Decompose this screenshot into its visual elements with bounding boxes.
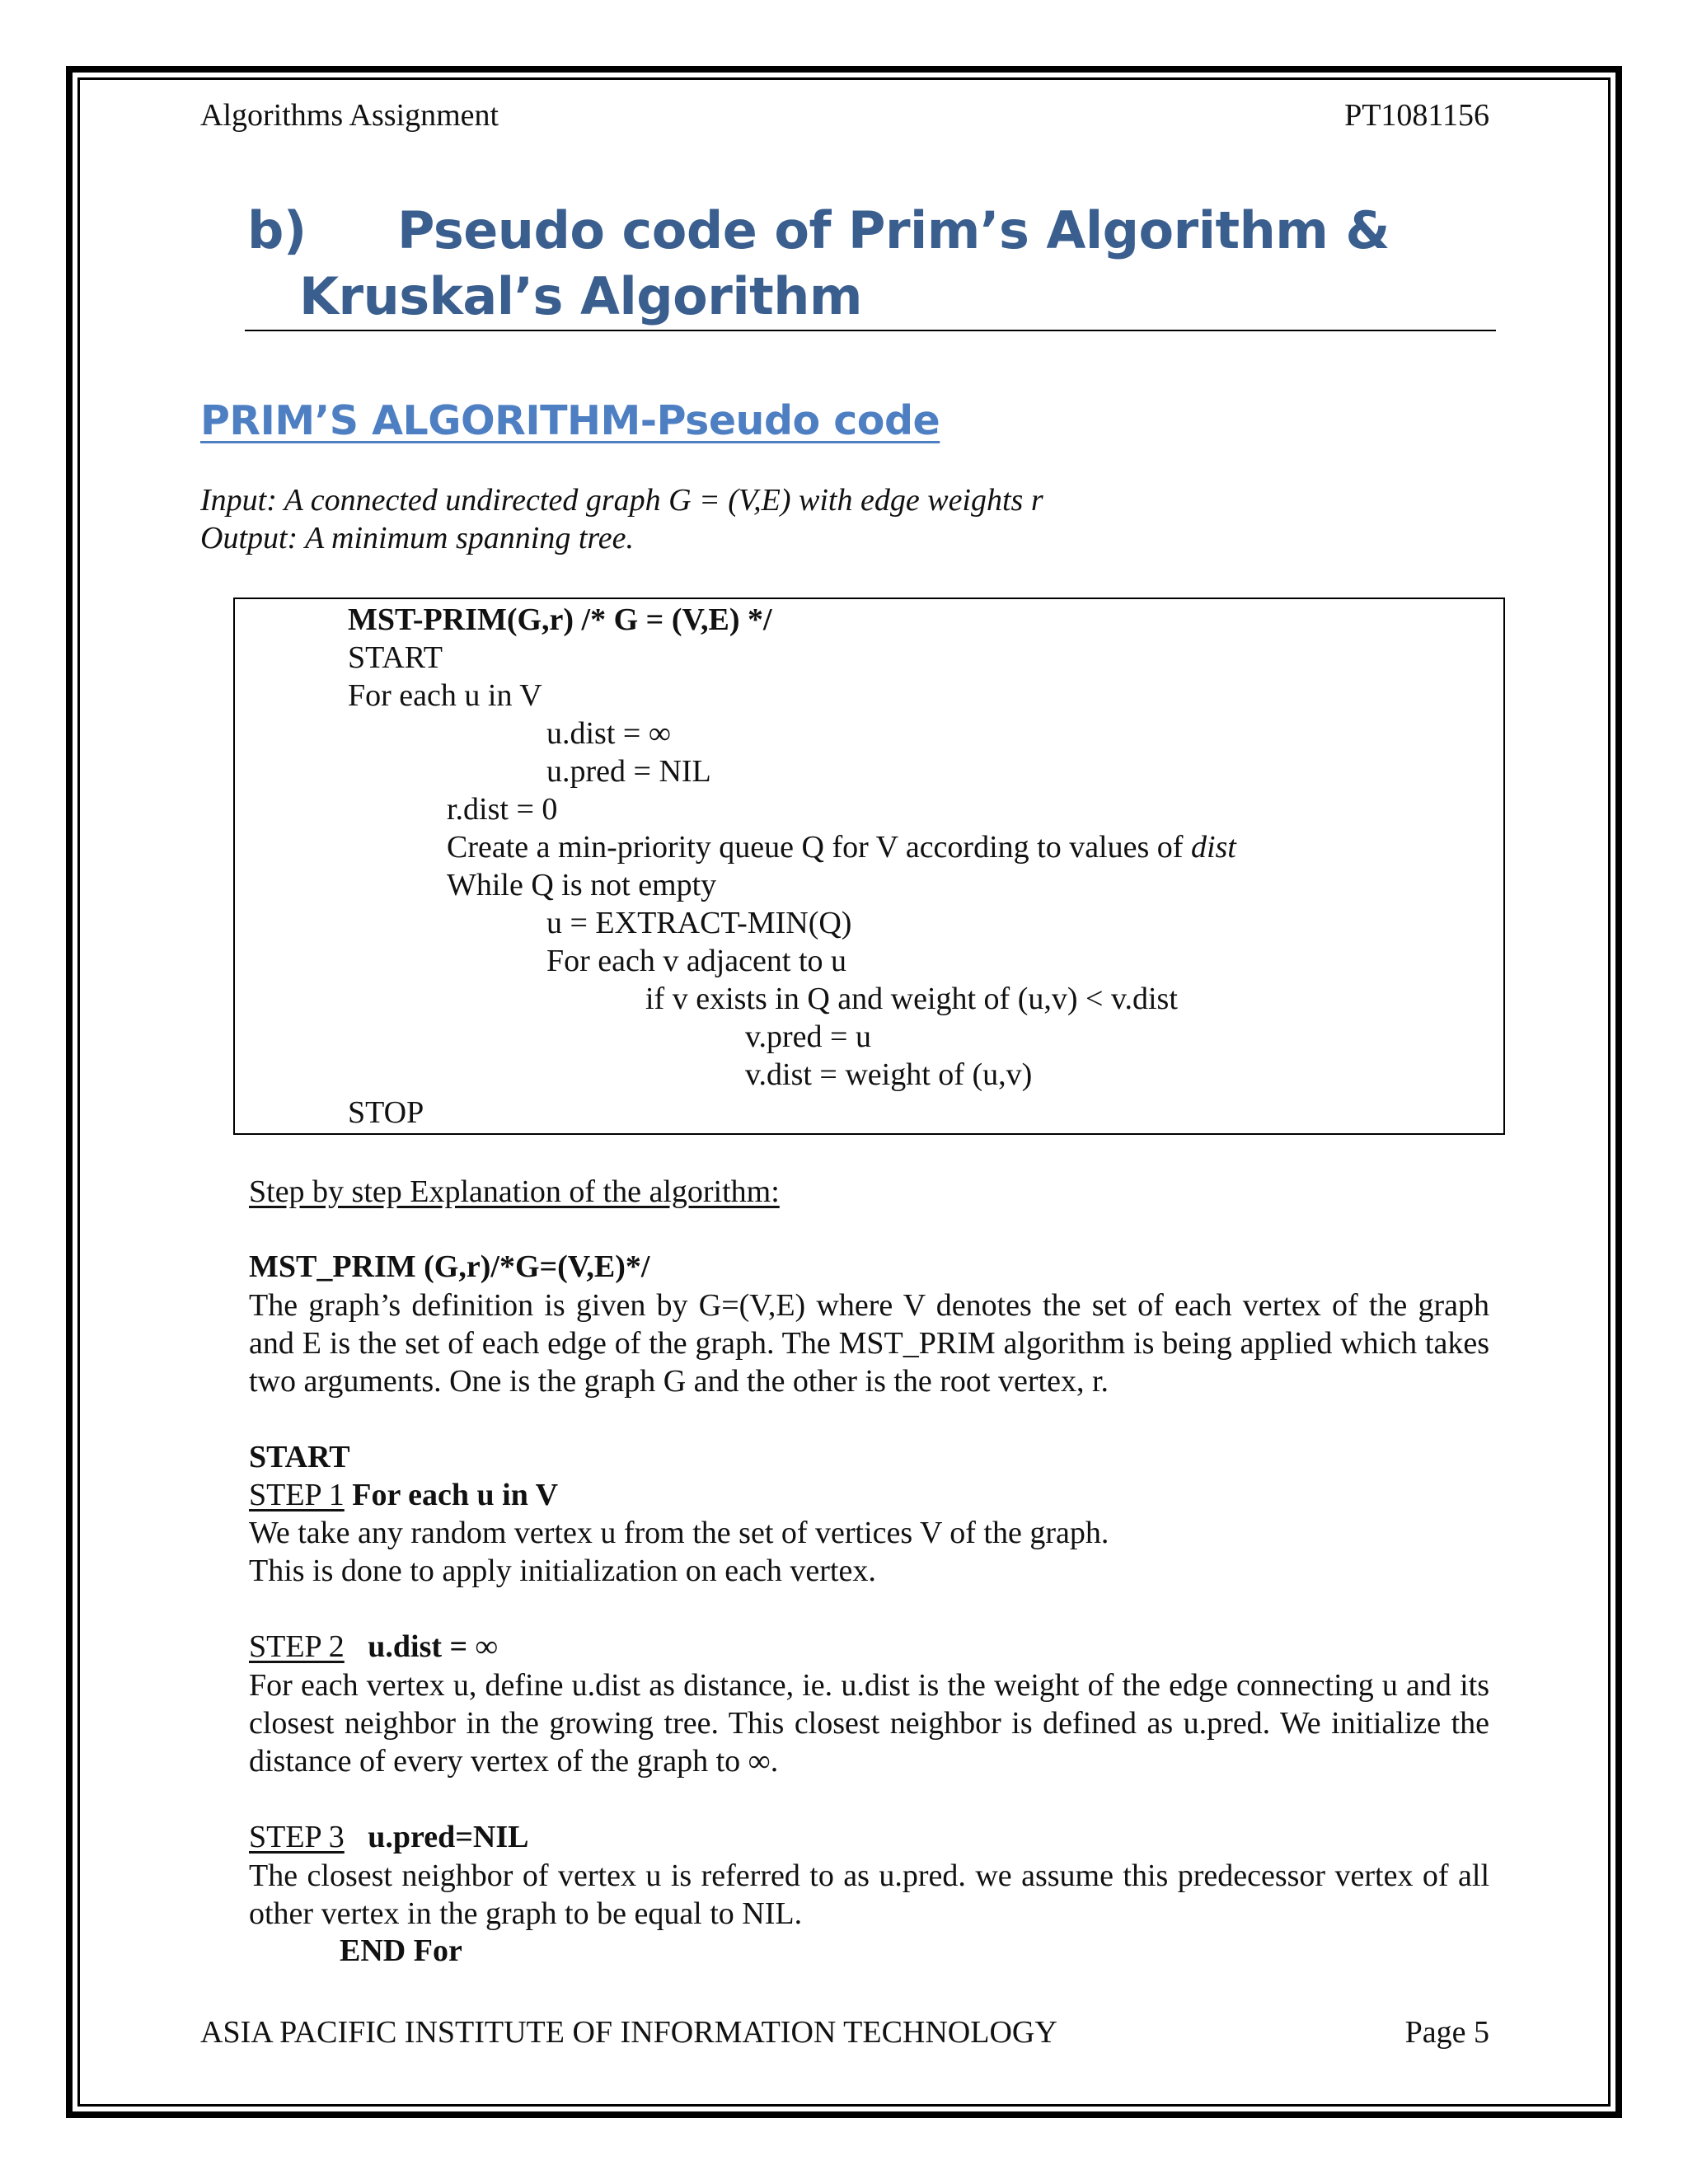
io-spec (200, 481, 1043, 557)
code-line-for-each-v: For each v adjacent to u (546, 944, 847, 978)
step2-label: STEP 2 (249, 1629, 345, 1664)
step2-heading (249, 1629, 498, 1665)
step1-heading (249, 1477, 558, 1513)
mst-heading: MST_PRIM (G,r)/*G=(V,E)*/ (249, 1249, 650, 1284)
code-line-create-queue-dist: dist (1190, 830, 1236, 865)
code-line-start: START (348, 640, 443, 675)
code-line-u-dist: u.dist = ∞ (546, 716, 671, 751)
step1-text-line1: We take any random vertex u from the set of vertices V of the graph. (249, 1516, 1109, 1550)
footer-institute: ASIA PACIFIC INSTITUTE OF INFORMATION TECHNOLOGY (200, 2015, 1057, 2050)
step2-code: u.dist = ∞ (368, 1629, 498, 1664)
section-title-line2: Kruskal’s Algorithm (299, 266, 862, 326)
mst-description: The graph’s definition is given by G=(V,E) where V denotes the set of each vertex of the graph and E is the set of each edge of the graph. The MST_PRIM algorithm is being applied which takes two arguments. One is the graph G and the other is the root vertex, r. (249, 1288, 1489, 1399)
step2-description: For each vertex u, define u.dist as distance, ie. u.dist is the weight of the edge connecting u and its closest neighbor in the growing tree. This closest neighbor is defined as u.pred. We initialize the distance of every vertex of the graph to ∞. (249, 1668, 1489, 1779)
end-for-label: END For (340, 1933, 462, 1968)
code-line-while: While Q is not empty (447, 868, 717, 902)
step1-label: STEP 1 (249, 1478, 345, 1512)
code-line-r-dist: r.dist = 0 (447, 792, 558, 827)
step3-description: The closest neighbor of vertex u is referred to as u.pred. we assume this predecessor vertex of all other vertex in the graph to be equal to NIL. (249, 1858, 1489, 1931)
step3-label: STEP 3 (249, 1820, 345, 1854)
header-student-id: PT1081156 (1344, 98, 1489, 133)
code-line-extract-min: u = EXTRACT-MIN(Q) (546, 906, 852, 940)
code-line-create-queue-text: Create a min-priority queue Q for V according to values of (447, 830, 1191, 865)
code-line-v-dist: v.dist = weight of (u,v) (745, 1057, 1033, 1092)
code-line-if: if v exists in Q and weight of (u,v) < v.dist (645, 982, 1178, 1016)
input-spec: Input: A connected undirected graph G = (V,E) with edge weights r (200, 483, 1043, 518)
section-heading (247, 198, 1390, 330)
step3-heading (249, 1819, 528, 1855)
header-title: Algorithms Assignment (200, 98, 499, 133)
code-line-u-pred: u.pred = NIL (546, 754, 711, 789)
code-line-signature: MST-PRIM(G,r) /* G = (V,E) */ (348, 602, 772, 637)
section-title-line1: Pseudo code of Prim’s Algorithm & (397, 200, 1390, 260)
output-spec: Output: A minimum spanning tree. (200, 521, 635, 555)
explanation-title: Step by step Explanation of the algorithm: (249, 1174, 780, 1209)
step1-text-line2: This is done to apply initialization on each vertex. (249, 1554, 876, 1588)
start-label: START (249, 1440, 350, 1474)
step3-code: u.pred=NIL (368, 1820, 529, 1854)
heading-rule (245, 330, 1496, 331)
step1-code: For each u in V (352, 1478, 559, 1512)
code-line-for-each-u: For each u in V (348, 678, 542, 713)
code-line-create-queue (447, 829, 1236, 865)
footer-page-number: Page 5 (1404, 2015, 1489, 2050)
code-line-v-pred: v.pred = u (745, 1019, 871, 1054)
section-label: b) (247, 200, 307, 260)
subheading: PRIM’S ALGORITHM-Pseudo code (200, 397, 940, 444)
code-line-stop: STOP (348, 1095, 424, 1130)
